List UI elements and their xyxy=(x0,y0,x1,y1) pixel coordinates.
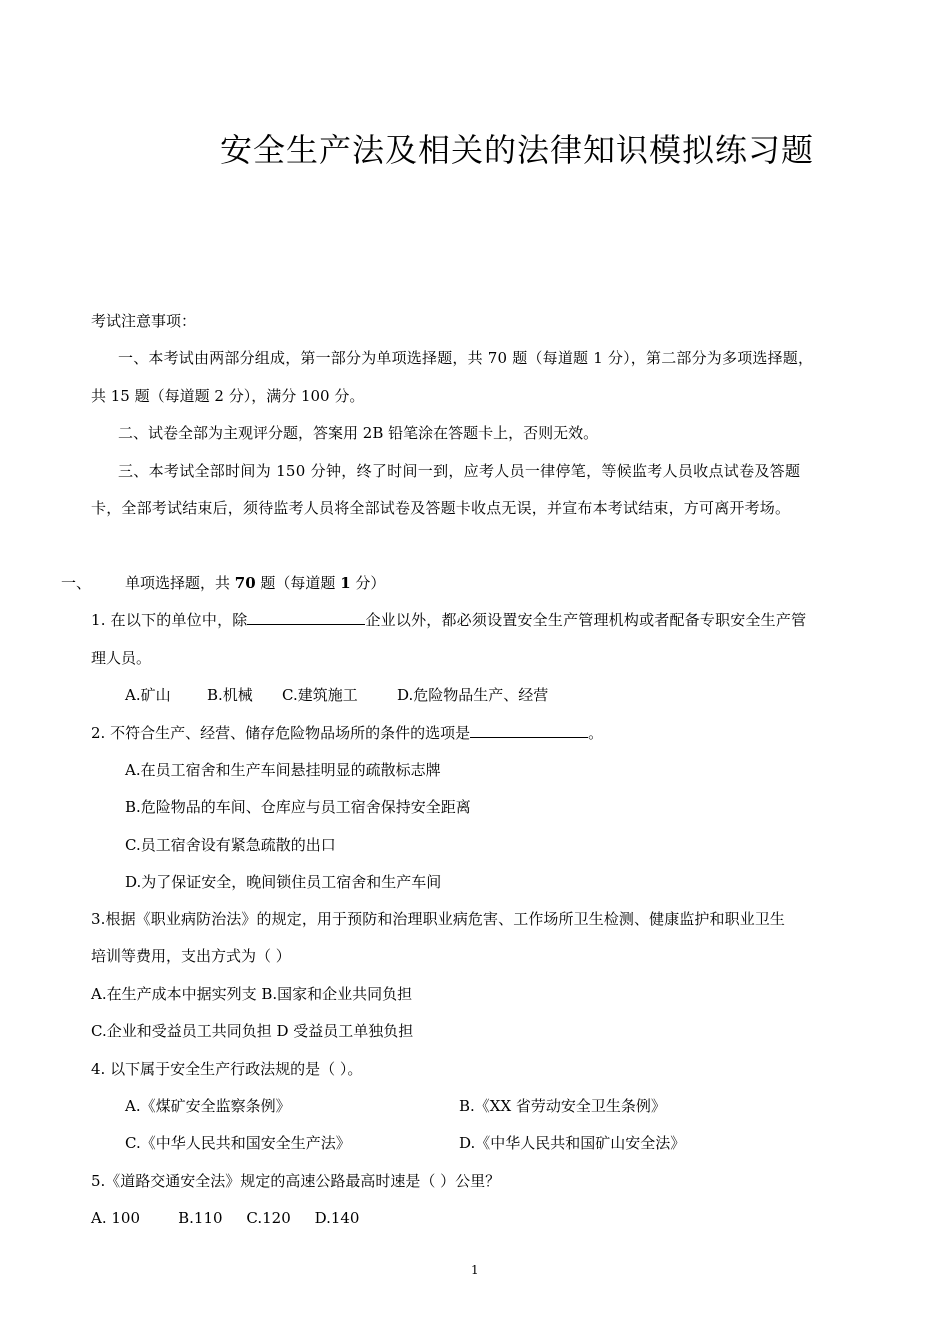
section-1-text-after: 分） xyxy=(350,574,386,592)
question-1-stem-start: 1. 在以下的单位中，除 xyxy=(91,611,248,629)
notice-item-1-line-2: 共 15 题（每道题 2 分），满分 100 分。 xyxy=(91,387,365,405)
notice-item-3-line-1: 三、本考试全部时间为 150 分钟，终了时间一到，应考人员一律停笔，等候监考人员收点试卷及答题 xyxy=(118,462,801,480)
section-1-heading xyxy=(125,573,385,593)
question-2-stem-end: 。 xyxy=(588,724,604,742)
question-2-blank xyxy=(470,723,588,738)
section-1-number: 一、 xyxy=(61,574,92,592)
section-1-text-before: 单项选择题，共 xyxy=(125,574,235,592)
question-3-stem-line-2: 培训等费用，支出方式为（ ） xyxy=(91,947,291,965)
document-title: 安全生产法及相关的法律知识模拟练习题 xyxy=(220,131,815,169)
question-1-option-c: C.建筑施工 xyxy=(282,686,358,704)
question-5-options: A. 100 B.110 C.120 D.140 xyxy=(91,1209,360,1227)
notice-item-2: 二、试卷全部为主观评分题，答案用 2B 铅笔涂在答题卡上，否则无效。 xyxy=(118,424,599,442)
question-1-blank xyxy=(247,610,365,625)
section-1-points: 1 xyxy=(340,574,351,592)
question-2-stem-start: 2. 不符合生产、经营、储存危险物品场所的条件的选项是 xyxy=(91,724,471,742)
question-3-options-line-1: A.在生产成本中据实列支 B.国家和企业共同负担 xyxy=(91,985,413,1003)
question-4-option-a: A.《煤矿安全监察条例》 xyxy=(125,1097,291,1115)
notice-item-3-line-2: 卡，全部考试结束后，须待监考人员将全部试卷及答题卡收点无误，并宣布本考试结束，方可离开考场。 xyxy=(91,499,791,517)
question-5-stem: 5.《道路交通安全法》规定的高速公路最高时速是（ ）公里？ xyxy=(91,1172,501,1190)
question-2-option-d: D.为了保证安全，晚间锁住员工宿舍和生产车间 xyxy=(125,873,442,891)
notice-item-1-line-1: 一、本考试由两部分组成，第一部分为单项选择题，共 70 题（每道题 1 分），第二部分为多项选择题， xyxy=(118,349,814,367)
notice-heading: 考试注意事项： xyxy=(91,312,197,330)
question-2-option-a: A.在员工宿舍和生产车间悬挂明显的疏散标志牌 xyxy=(125,761,441,779)
question-3-options-line-2: C.企业和受益员工共同负担 D 受益员工单独负担 xyxy=(91,1022,414,1040)
question-1-option-b: B.机械 xyxy=(207,686,253,704)
question-4-stem: 4. 以下属于安全生产行政法规的是（ ）。 xyxy=(91,1060,363,1078)
question-4-option-b: B.《XX 省劳动安全卫生条例》 xyxy=(459,1097,666,1115)
question-4-option-c: C.《中华人民共和国安全生产法》 xyxy=(125,1134,351,1152)
question-2-option-b: B.危险物品的车间、仓库应与员工宿舍保持安全距离 xyxy=(125,798,471,816)
question-1-option-d: D.危险物品生产、经营 xyxy=(397,686,549,704)
page-number: 1 xyxy=(471,1263,479,1277)
question-2-option-c: C.员工宿舍设有紧急疏散的出口 xyxy=(125,836,336,854)
question-1-options xyxy=(125,685,548,705)
question-1-stem-line-2: 理人员。 xyxy=(91,649,152,667)
question-1-stem xyxy=(91,610,806,630)
question-1-stem-end: 企业以外，都必须设置安全生产管理机构或者配备专职安全生产管 xyxy=(365,611,807,629)
question-1-option-a: A.矿山 xyxy=(125,686,171,704)
question-4-option-d: D.《中华人民共和国矿山安全法》 xyxy=(459,1134,686,1152)
question-3-stem-line-1: 3.根据《职业病防治法》的规定，用于预防和治理职业病危害、工作场所卫生检测、健康监护和职业卫生 xyxy=(91,910,786,928)
section-1-text-middle: 题（每道题 xyxy=(255,574,341,592)
section-1-count: 70 xyxy=(234,574,256,592)
question-2-stem xyxy=(91,723,603,743)
